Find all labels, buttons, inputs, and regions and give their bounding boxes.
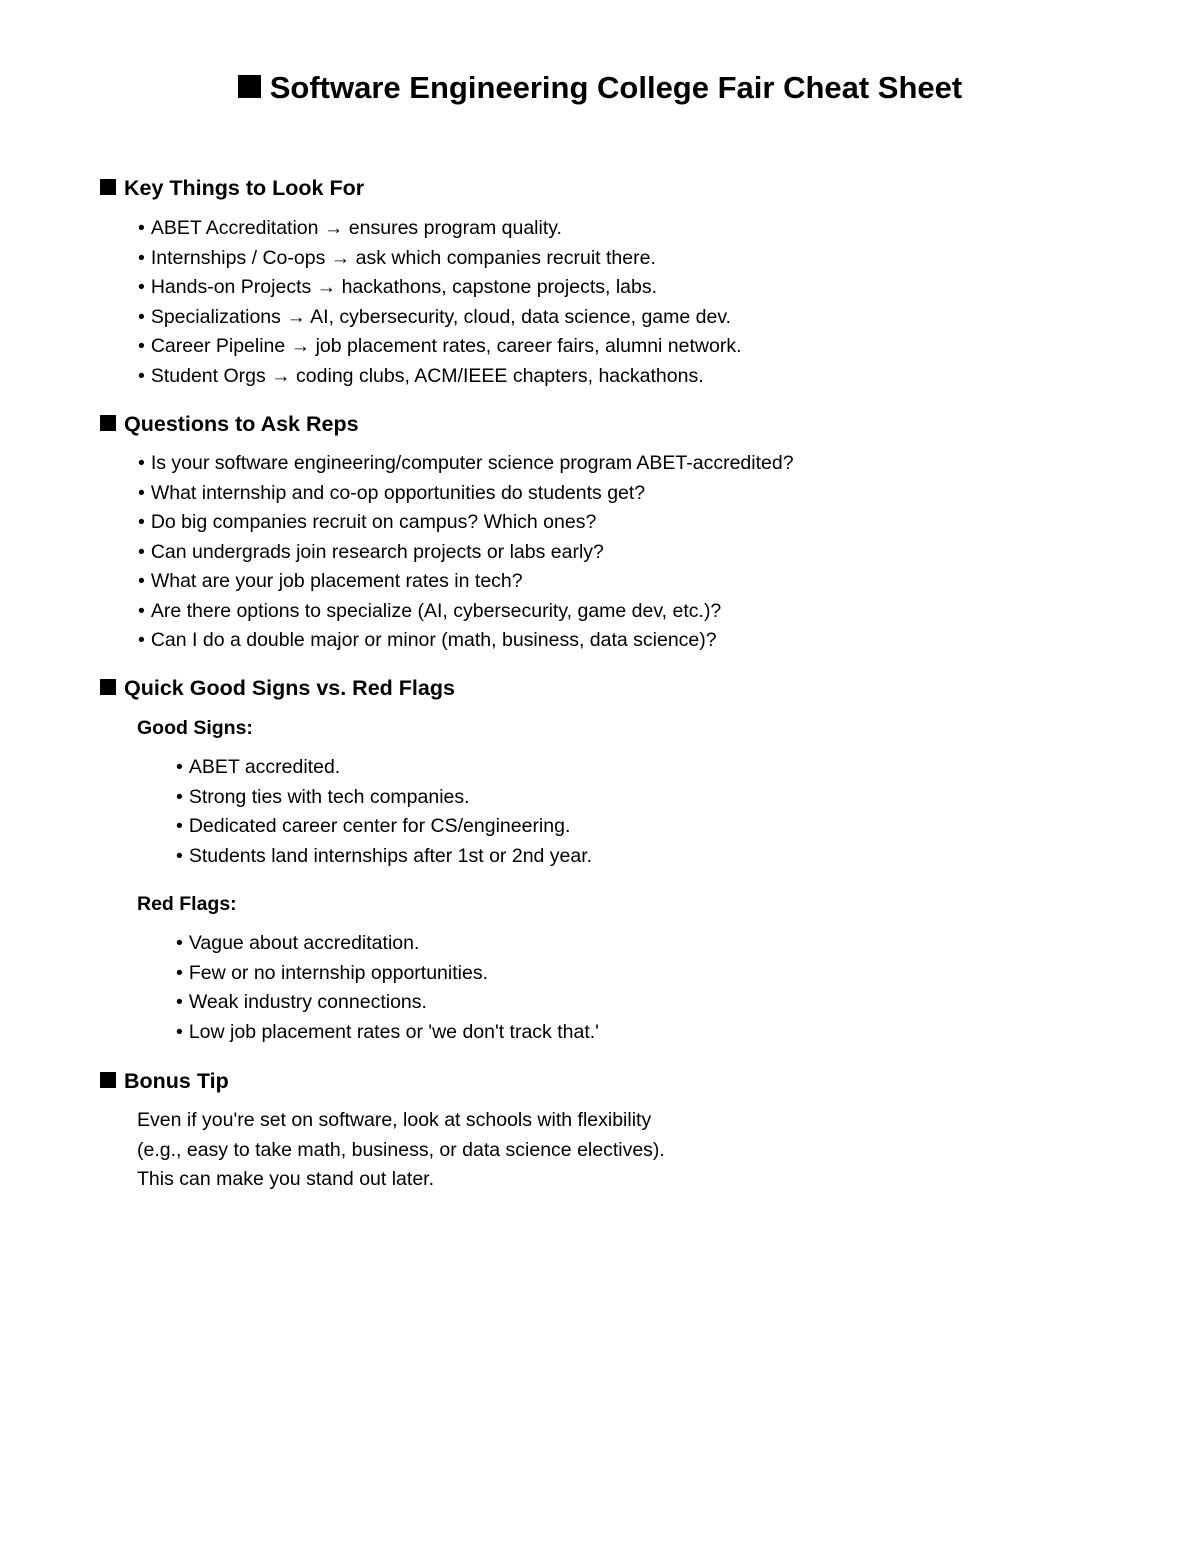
bullet-icon: • <box>176 815 183 837</box>
black-square-icon <box>100 679 116 695</box>
section-heading-bonus <box>100 1066 229 1096</box>
good-signs-list <box>176 753 592 871</box>
list-item: • Specializations → AI, cybersecurity, cloud, data science, game dev. <box>138 303 742 333</box>
bullet-icon: • <box>138 335 145 357</box>
section-heading-signs <box>100 673 455 703</box>
list-item: • ABET accredited. <box>176 753 592 783</box>
list-item: • Weak industry connections. <box>176 988 599 1018</box>
black-square-icon <box>100 179 116 195</box>
section-heading-questions <box>100 409 359 439</box>
list-item: • Students land internships after 1st or 2nd year. <box>176 842 592 872</box>
page-title <box>0 66 1200 110</box>
bullet-icon: • <box>138 364 145 387</box>
bullet-icon: • <box>138 629 145 651</box>
list-item: • Career Pipeline → job placement rates, career fairs, alumni network. <box>138 332 742 362</box>
list-item: • Student Orgs → coding clubs, ACM/IEEE chapters, hackathons. <box>138 362 742 392</box>
bullet-icon: • <box>138 570 145 592</box>
bullet-icon: • <box>176 961 183 984</box>
questions-list <box>138 449 794 656</box>
bullet-icon: • <box>138 540 145 563</box>
section-heading-key-things <box>100 173 364 203</box>
list-item: • Is your software engineering/computer science program ABET-accredited? <box>138 449 794 479</box>
bullet-icon: • <box>138 599 145 622</box>
bullet-icon: • <box>138 511 145 533</box>
list-item: • ABET Accreditation → ensures program quality. <box>138 214 742 244</box>
bonus-tip-line: (e.g., easy to take math, business, or data science electives). <box>137 1138 665 1161</box>
list-item: • Vague about accreditation. <box>176 929 599 959</box>
bullet-icon: • <box>138 305 145 328</box>
section-heading-text: Key Things to Look For <box>124 176 365 200</box>
good-signs-label: Good Signs: <box>137 717 253 739</box>
bullet-icon: • <box>138 246 145 269</box>
list-item: • Are there options to specialize (AI, cybersecurity, game dev, etc.)? <box>138 597 794 627</box>
page-title-text: Software Engineering College Fair Cheat Sheet <box>269 70 963 105</box>
black-square-icon <box>100 1072 116 1088</box>
red-flags-label: Red Flags: <box>137 893 237 915</box>
list-item: • Can undergrads join research projects or labs early? <box>138 538 794 568</box>
bonus-tip-paragraph <box>137 1106 665 1195</box>
bullet-icon: • <box>138 217 145 239</box>
list-item: • What are your job placement rates in tech? <box>138 567 794 597</box>
list-item: • Strong ties with tech companies. <box>176 783 592 813</box>
black-square-icon <box>238 75 261 98</box>
list-item: • Internships / Co-ops → ask which companies recruit there. <box>138 244 742 274</box>
list-item: • Hands-on Projects → hackathons, capstone projects, labs. <box>138 273 742 303</box>
bonus-tip-line: This can make you stand out later. <box>137 1168 434 1190</box>
section-heading-text: Quick Good Signs vs. Red Flags <box>124 676 455 700</box>
section-heading-text: Questions to Ask Reps <box>124 412 359 436</box>
key-things-list <box>138 214 742 391</box>
list-item: • Low job placement rates or 'we don't track that.' <box>176 1018 599 1048</box>
black-square-icon <box>100 415 116 431</box>
bullet-icon: • <box>176 1020 183 1043</box>
bullet-icon: • <box>176 932 183 954</box>
bullet-icon: • <box>138 452 145 474</box>
list-item: • What internship and co-op opportunities do students get? <box>138 479 794 509</box>
list-item: • Can I do a double major or minor (math, business, data science)? <box>138 626 794 656</box>
bonus-tip-line: Even if you're set on software, look at schools with flexibility <box>137 1109 652 1131</box>
red-flags-list <box>176 929 599 1047</box>
bullet-icon: • <box>138 481 145 504</box>
list-item: • Do big companies recruit on campus? Which ones? <box>138 508 794 538</box>
bullet-icon: • <box>176 991 183 1013</box>
bullet-icon: • <box>176 844 183 867</box>
list-item: • Dedicated career center for CS/engineering. <box>176 812 592 842</box>
bullet-icon: • <box>176 756 183 778</box>
bullet-icon: • <box>176 785 183 808</box>
list-item: • Few or no internship opportunities. <box>176 959 599 989</box>
bullet-icon: • <box>138 276 145 298</box>
section-heading-text: Bonus Tip <box>124 1069 229 1093</box>
